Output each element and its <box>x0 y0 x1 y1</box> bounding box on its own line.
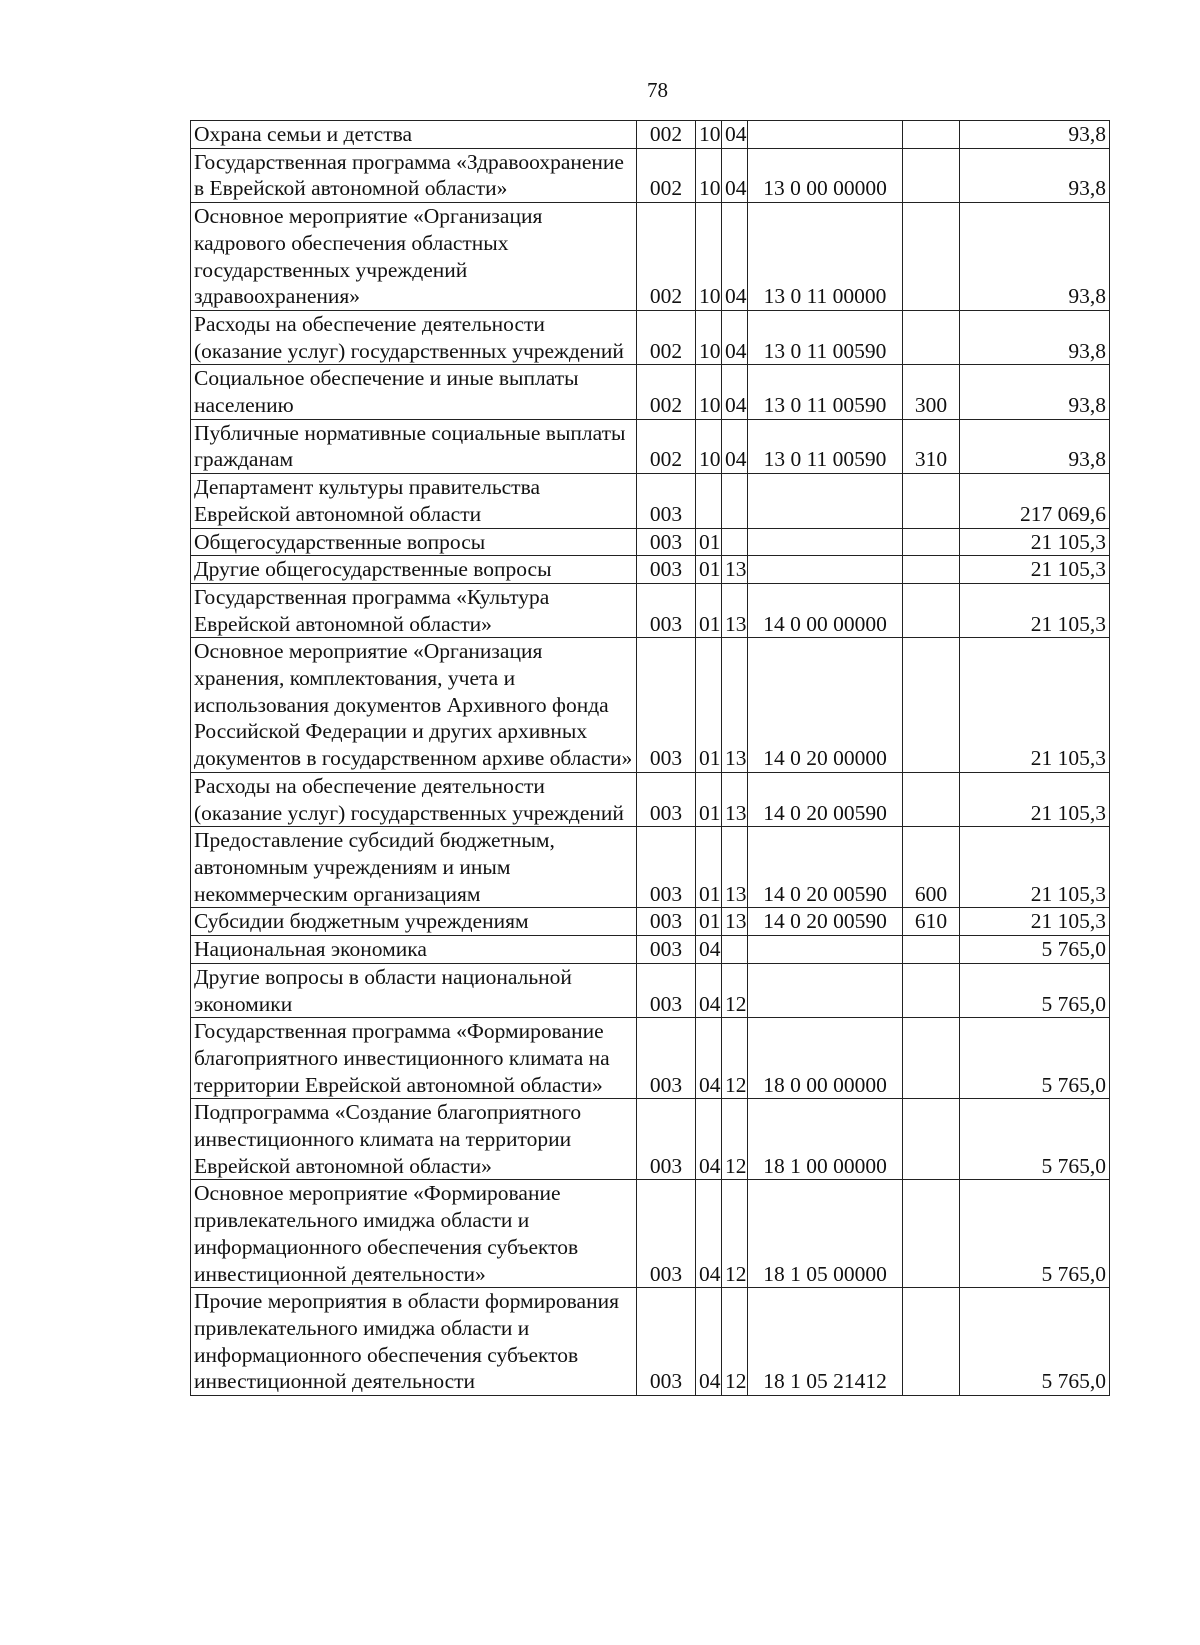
cell-name: Основное мероприятие «Организация хранения, комплектования, учета и использования документов Архивного фонда Российской Федерации и других архивных документов в государственном архиве области» <box>191 638 637 773</box>
cell-subsection-code: 12 <box>722 1018 748 1099</box>
cell-admin-code: 003 <box>637 556 696 584</box>
cell-target-article-code <box>748 528 903 556</box>
cell-admin-code: 003 <box>637 936 696 964</box>
cell-amount: 5 765,0 <box>960 963 1110 1017</box>
cell-expense-type-code <box>903 474 960 528</box>
cell-admin-code: 002 <box>637 419 696 473</box>
cell-amount: 93,8 <box>960 310 1110 364</box>
cell-admin-code: 003 <box>637 583 696 637</box>
cell-subsection-code: 13 <box>722 556 748 584</box>
cell-amount: 21 105,3 <box>960 772 1110 826</box>
cell-expense-type-code <box>903 528 960 556</box>
cell-admin-code: 002 <box>637 310 696 364</box>
cell-section-code: 10 <box>696 419 722 473</box>
cell-amount: 21 105,3 <box>960 583 1110 637</box>
cell-target-article-code <box>748 121 903 149</box>
cell-amount: 21 105,3 <box>960 827 1110 908</box>
table-row <box>191 1288 1110 1396</box>
cell-amount: 93,8 <box>960 148 1110 202</box>
cell-target-article-code: 13 0 11 00590 <box>748 310 903 364</box>
cell-amount: 21 105,3 <box>960 908 1110 936</box>
cell-subsection-code: 12 <box>722 963 748 1017</box>
table-row <box>191 1018 1110 1099</box>
table-row <box>191 203 1110 311</box>
cell-amount: 5 765,0 <box>960 1180 1110 1288</box>
table-row <box>191 1180 1110 1288</box>
cell-admin-code: 003 <box>637 1099 696 1180</box>
cell-subsection-code: 04 <box>722 148 748 202</box>
cell-subsection-code: 04 <box>722 365 748 419</box>
cell-name: Государственная программа «Формирование благоприятного инвестиционного климата на территории Еврейской автономной области» <box>191 1018 637 1099</box>
cell-expense-type-code: 300 <box>903 365 960 419</box>
budget-table <box>190 120 1110 1396</box>
table-row <box>191 121 1110 149</box>
cell-target-article-code: 18 0 00 00000 <box>748 1018 903 1099</box>
cell-expense-type-code <box>903 583 960 637</box>
cell-target-article-code <box>748 474 903 528</box>
cell-subsection-code: 13 <box>722 827 748 908</box>
cell-target-article-code: 14 0 20 00000 <box>748 638 903 773</box>
budget-table-body <box>191 121 1110 1396</box>
table-row <box>191 556 1110 584</box>
cell-name: Охрана семьи и детства <box>191 121 637 149</box>
cell-section-code: 10 <box>696 203 722 311</box>
cell-section-code: 01 <box>696 528 722 556</box>
cell-subsection-code: 12 <box>722 1099 748 1180</box>
cell-admin-code: 003 <box>637 1018 696 1099</box>
cell-section-code: 10 <box>696 365 722 419</box>
cell-admin-code: 002 <box>637 203 696 311</box>
table-row <box>191 474 1110 528</box>
cell-section-code: 04 <box>696 1018 722 1099</box>
table-row <box>191 963 1110 1017</box>
table-row <box>191 365 1110 419</box>
cell-expense-type-code <box>903 310 960 364</box>
cell-amount: 5 765,0 <box>960 1288 1110 1396</box>
cell-expense-type-code <box>903 148 960 202</box>
table-row <box>191 827 1110 908</box>
cell-target-article-code: 13 0 00 00000 <box>748 148 903 202</box>
cell-admin-code: 002 <box>637 148 696 202</box>
cell-admin-code: 003 <box>637 1288 696 1396</box>
cell-section-code: 04 <box>696 936 722 964</box>
cell-target-article-code: 13 0 11 00000 <box>748 203 903 311</box>
cell-target-article-code: 14 0 20 00590 <box>748 908 903 936</box>
cell-target-article-code: 13 0 11 00590 <box>748 419 903 473</box>
table-row <box>191 638 1110 773</box>
cell-section-code: 01 <box>696 583 722 637</box>
cell-section-code <box>696 474 722 528</box>
cell-amount: 5 765,0 <box>960 1099 1110 1180</box>
table-row <box>191 310 1110 364</box>
cell-target-article-code: 14 0 00 00000 <box>748 583 903 637</box>
cell-section-code: 10 <box>696 310 722 364</box>
table-row <box>191 419 1110 473</box>
cell-admin-code: 003 <box>637 772 696 826</box>
cell-expense-type-code <box>903 1099 960 1180</box>
cell-amount: 5 765,0 <box>960 936 1110 964</box>
cell-admin-code: 003 <box>637 474 696 528</box>
cell-name: Субсидии бюджетным учреждениям <box>191 908 637 936</box>
table-row <box>191 148 1110 202</box>
cell-admin-code: 003 <box>637 827 696 908</box>
cell-section-code: 01 <box>696 638 722 773</box>
cell-section-code: 04 <box>696 1099 722 1180</box>
cell-section-code: 01 <box>696 772 722 826</box>
cell-amount: 21 105,3 <box>960 556 1110 584</box>
cell-name: Департамент культуры правительства Еврейской автономной области <box>191 474 637 528</box>
cell-section-code: 01 <box>696 908 722 936</box>
cell-expense-type-code <box>903 203 960 311</box>
cell-subsection-code: 13 <box>722 772 748 826</box>
cell-subsection-code: 13 <box>722 583 748 637</box>
cell-name: Подпрограмма «Создание благоприятного инвестиционного климата на территории Еврейской автономной области» <box>191 1099 637 1180</box>
cell-name: Расходы на обеспечение деятельности (оказание услуг) государственных учреждений <box>191 310 637 364</box>
cell-expense-type-code: 600 <box>903 827 960 908</box>
cell-name: Основное мероприятие «Организация кадрового обеспечения областных государственных учреждений здравоохранения» <box>191 203 637 311</box>
cell-section-code: 10 <box>696 148 722 202</box>
cell-name: Основное мероприятие «Формирование привлекательного имиджа области и информационного обеспечения субъектов инвестиционной деятельности» <box>191 1180 637 1288</box>
cell-amount: 93,8 <box>960 121 1110 149</box>
cell-name: Государственная программа «Здравоохранение в Еврейской автономной области» <box>191 148 637 202</box>
cell-admin-code: 003 <box>637 638 696 773</box>
cell-expense-type-code <box>903 963 960 1017</box>
table-row <box>191 772 1110 826</box>
cell-amount: 21 105,3 <box>960 528 1110 556</box>
cell-subsection-code <box>722 474 748 528</box>
cell-expense-type-code <box>903 772 960 826</box>
cell-name: Социальное обеспечение и иные выплаты населению <box>191 365 637 419</box>
cell-section-code: 01 <box>696 827 722 908</box>
cell-admin-code: 003 <box>637 908 696 936</box>
cell-target-article-code: 18 1 05 21412 <box>748 1288 903 1396</box>
cell-expense-type-code <box>903 1288 960 1396</box>
cell-admin-code: 002 <box>637 121 696 149</box>
cell-admin-code: 003 <box>637 528 696 556</box>
cell-subsection-code <box>722 528 748 556</box>
cell-subsection-code: 04 <box>722 203 748 311</box>
cell-target-article-code: 13 0 11 00590 <box>748 365 903 419</box>
cell-amount: 93,8 <box>960 419 1110 473</box>
cell-subsection-code: 13 <box>722 638 748 773</box>
cell-target-article-code <box>748 963 903 1017</box>
table-row <box>191 528 1110 556</box>
cell-section-code: 04 <box>696 963 722 1017</box>
cell-section-code: 04 <box>696 1180 722 1288</box>
cell-name: Государственная программа «Культура Еврейской автономной области» <box>191 583 637 637</box>
cell-expense-type-code: 610 <box>903 908 960 936</box>
cell-amount: 93,8 <box>960 203 1110 311</box>
cell-subsection-code <box>722 936 748 964</box>
cell-name: Публичные нормативные социальные выплаты гражданам <box>191 419 637 473</box>
cell-target-article-code: 18 1 00 00000 <box>748 1099 903 1180</box>
cell-subsection-code: 04 <box>722 310 748 364</box>
cell-name: Общегосударственные вопросы <box>191 528 637 556</box>
cell-name: Национальная экономика <box>191 936 637 964</box>
cell-admin-code: 002 <box>637 365 696 419</box>
cell-subsection-code: 13 <box>722 908 748 936</box>
cell-admin-code: 003 <box>637 1180 696 1288</box>
cell-section-code: 01 <box>696 556 722 584</box>
cell-amount: 217 069,6 <box>960 474 1110 528</box>
cell-expense-type-code <box>903 1180 960 1288</box>
cell-section-code: 10 <box>696 121 722 149</box>
cell-subsection-code: 04 <box>722 121 748 149</box>
cell-expense-type-code <box>903 936 960 964</box>
table-row <box>191 936 1110 964</box>
cell-target-article-code: 14 0 20 00590 <box>748 772 903 826</box>
cell-amount: 5 765,0 <box>960 1018 1110 1099</box>
cell-expense-type-code <box>903 638 960 773</box>
cell-subsection-code: 12 <box>722 1288 748 1396</box>
table-row <box>191 908 1110 936</box>
cell-subsection-code: 12 <box>722 1180 748 1288</box>
cell-target-article-code <box>748 936 903 964</box>
cell-name: Другие вопросы в области национальной экономики <box>191 963 637 1017</box>
cell-name: Прочие мероприятия в области формирования привлекательного имиджа области и информационного обеспечения субъектов инвестиционной деятельности <box>191 1288 637 1396</box>
table-row <box>191 583 1110 637</box>
cell-amount: 93,8 <box>960 365 1110 419</box>
page-number: 78 <box>647 78 668 102</box>
cell-name: Предоставление субсидий бюджетным, автономным учреждениям и иным некоммерческим организациям <box>191 827 637 908</box>
cell-target-article-code <box>748 556 903 584</box>
cell-target-article-code: 14 0 20 00590 <box>748 827 903 908</box>
cell-expense-type-code <box>903 121 960 149</box>
cell-expense-type-code: 310 <box>903 419 960 473</box>
cell-expense-type-code <box>903 1018 960 1099</box>
cell-amount: 21 105,3 <box>960 638 1110 773</box>
table-row <box>191 1099 1110 1180</box>
cell-admin-code: 003 <box>637 963 696 1017</box>
cell-name: Расходы на обеспечение деятельности (оказание услуг) государственных учреждений <box>191 772 637 826</box>
cell-name: Другие общегосударственные вопросы <box>191 556 637 584</box>
cell-section-code: 04 <box>696 1288 722 1396</box>
cell-expense-type-code <box>903 556 960 584</box>
cell-target-article-code: 18 1 05 00000 <box>748 1180 903 1288</box>
cell-subsection-code: 04 <box>722 419 748 473</box>
